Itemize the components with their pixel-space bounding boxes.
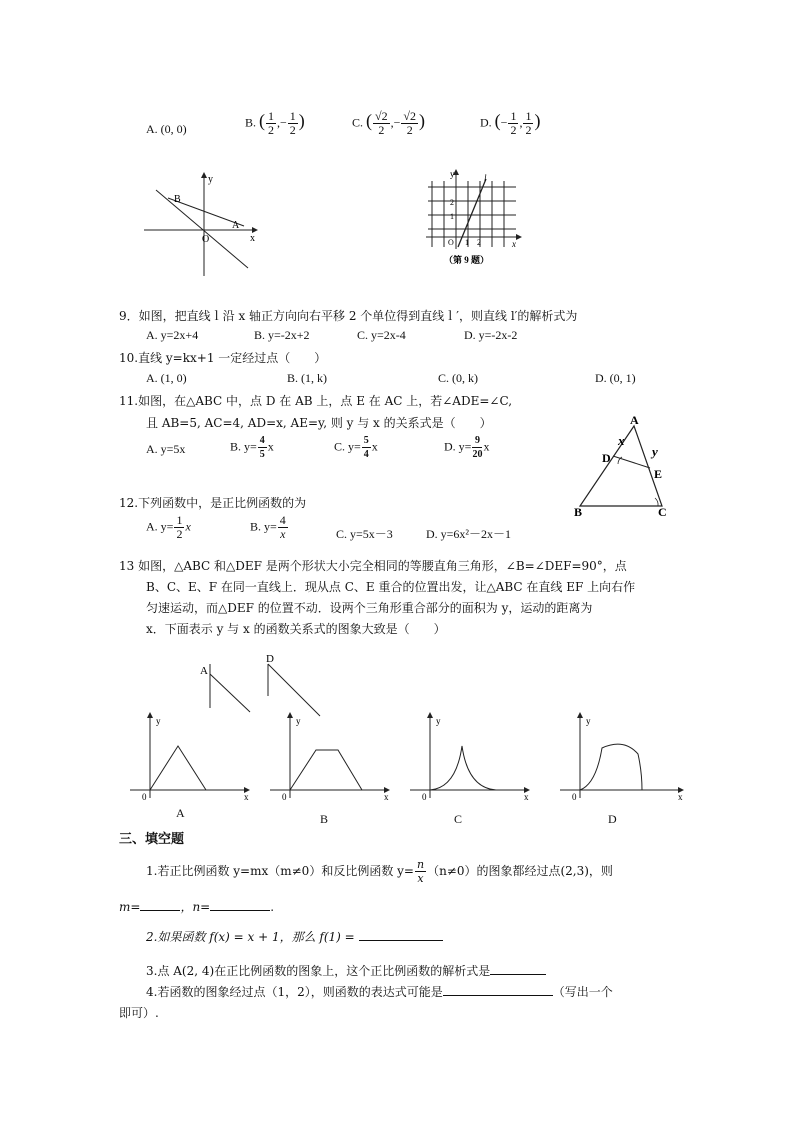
- q11-label-c: C: [658, 505, 667, 519]
- q12-option-d: D. y=6x²－2x－1: [426, 527, 512, 541]
- graph-b-label-x: x: [384, 792, 389, 802]
- q12-stem: 12.下列函数中，是正比例函数的为: [119, 496, 307, 510]
- graph-a-curve: [150, 746, 206, 790]
- q9-label-o: O: [448, 238, 454, 247]
- fill-q1-m-blank[interactable]: [140, 898, 180, 911]
- q9-option-a: A. y=2x+4: [146, 328, 199, 342]
- q11-option-d: D. y= $\frac{9}{20}$ x: [444, 435, 490, 460]
- fill-q1-line1: 1.若正比例函数 y=mx（m≠0）和反比例函数 y= $\frac{n}{x}$ （n≠0）的图象都经过点(2,3)，则: [146, 858, 613, 885]
- graph-b-y-arrow: [287, 712, 293, 718]
- q11-option-b: B. y= $\frac{4}{5}$ x: [230, 435, 274, 460]
- graph-c-label-y: y: [436, 716, 441, 726]
- graph-d-y-arrow: [577, 712, 583, 718]
- graph-c-caption: C: [454, 812, 463, 826]
- graph-b-label-y: y: [296, 716, 301, 726]
- q9-tick-y2: 2: [450, 198, 454, 207]
- fill-q4-blank[interactable]: [443, 983, 553, 996]
- q8-label-x: x: [250, 233, 255, 244]
- q10-option-a: A. (1, 0): [146, 371, 187, 385]
- q9-label-y: y: [450, 169, 455, 179]
- graph-a: [126, 708, 256, 804]
- graph-c-y-arrow: [427, 712, 433, 718]
- graph-d-label-x: x: [678, 792, 683, 802]
- fill-q4-line1: [146, 983, 613, 1000]
- graph-b-curve: [290, 750, 362, 790]
- q12-option-b: B. y= $\frac{4}{x}$: [250, 513, 286, 541]
- q9-tick-y1: 1: [450, 212, 454, 221]
- fill-q4-tail: （写出一个: [552, 985, 613, 999]
- q13-line4: x．下面表示 y 与 x 的函数关系式的图象大致是（ ）: [146, 622, 446, 636]
- graph-c-curve: [430, 746, 496, 790]
- q11-line2: 且 AB=5, AC=4, AD=x, AE=y, 则 y 与 x 的关系式是（ ）: [146, 416, 492, 430]
- q8-option-b-label: B.: [245, 115, 257, 130]
- q11-label-b: B: [574, 505, 583, 519]
- graph-b-origin: 0: [282, 792, 287, 802]
- q9-label-x: x: [512, 239, 516, 249]
- q8-option-a: [146, 122, 187, 137]
- q9-label-l: l: [484, 173, 487, 183]
- q10-option-d: D. (0, 1): [595, 371, 636, 385]
- fill-q3: [146, 962, 546, 979]
- q8-option-c: C. ( $\frac{√2}{2}$ ,− $\frac{√2}{2}$ ): [352, 109, 425, 137]
- q8-label-a: A: [232, 220, 240, 231]
- q10-option-c: C. (0, k): [438, 371, 478, 385]
- graph-c-origin: 0: [422, 792, 427, 802]
- q11-label-e: E: [654, 467, 663, 481]
- q8-figure: [140, 168, 270, 280]
- section-3-title: 三、填空题: [119, 832, 185, 847]
- q11-label-x: x: [618, 433, 625, 448]
- q13-line1: 13 如图，△ABC 和△DEF 是两个形状大小完全相同的等腰直角三角形，∠B=∠DEF=90°，点: [119, 559, 627, 573]
- fill-q3-text: 3.点 A(2, 4)在正比例函数的图象上，这个正比例函数的解析式是: [146, 964, 491, 978]
- q12-option-c: C. y=5x－3: [336, 527, 393, 541]
- q13-line2: B、C、E、F 在同一直线上．现从点 C、E 重合的位置出发，让△ABC 在直线 EF 上向右作: [146, 580, 636, 594]
- q8-option-d: D. (− $\frac{1}{2}$ , $\frac{1}{2}$ ): [480, 109, 541, 137]
- q9-tick-x2: 2: [477, 238, 481, 247]
- q9-tick-x1: 1: [465, 238, 469, 247]
- graph-d-label-y: y: [586, 716, 591, 726]
- q8-label-y: y: [208, 174, 213, 185]
- q9-x-arrow: [516, 234, 522, 240]
- q8-option-a-text: A. (0, 0): [146, 122, 187, 136]
- q9-option-b: B. y=-2x+2: [254, 328, 310, 342]
- fill-q1-line2: m= ，n= .: [119, 900, 275, 914]
- graph-c-label-x: x: [524, 792, 529, 802]
- fill-q1-text2: （n≠0）的图象都经过点(2,3)，则: [427, 864, 613, 878]
- q8-option-b: B. ( $\frac{1}{2}$ ,− $\frac{1}{2}$ ): [245, 109, 305, 137]
- fill-q2-text: 2.如果函数 f(x) = x + 1，那么 f(1) =: [146, 930, 355, 944]
- fill-q1-n-label: ，n=: [180, 900, 211, 914]
- q12-option-a: A. y= $\frac{1}{2}$ x: [146, 513, 191, 541]
- fill-q1-text: 1.若正比例函数 y=mx（m≠0）和反比例函数 y=: [146, 864, 414, 878]
- fill-q4-text: 4.若函数的图象经过点（1，2），则函数的表达式可能是: [146, 985, 443, 999]
- q10-stem: 10.直线 y=kx+1 一定经过点（ ）: [119, 351, 327, 365]
- q8-option-d-label: D.: [480, 115, 492, 130]
- graph-d-origin: 0: [572, 792, 577, 802]
- graph-a-label-y: y: [156, 716, 161, 726]
- graph-a-label-x: x: [244, 792, 249, 802]
- q11-option-c: C. y= $\frac{5}{4}$ x: [334, 435, 378, 460]
- q11-label-d: D: [602, 451, 611, 465]
- q11-label-a: A: [630, 413, 639, 427]
- q9-stem: 9．如图，把直线ｌ沿 x 轴正方向向右平移 2 个单位得到直线ｌ′，则直线 l′的解析式为: [119, 309, 578, 323]
- q8-option-c-label: C.: [352, 115, 364, 130]
- q11-line1: 11.如图，在△ABC 中，点 D 在 AB 上，点 E 在 AC 上，若∠ADE=∠C,: [119, 394, 513, 408]
- fill-q2: [146, 928, 443, 945]
- q9-option-d: D. y=-2x-2: [464, 328, 518, 342]
- graph-b: [266, 708, 396, 804]
- q9-figure: [422, 165, 526, 271]
- q13-label-d: D: [266, 653, 274, 665]
- q13-line3: 匀速运动，而△DEF 的位置不动．设两个三角形重合部分的面积为 y，运动的距离为: [146, 601, 593, 615]
- graph-a-y-arrow: [147, 712, 153, 718]
- q11-label-y: y: [652, 444, 658, 459]
- graph-a-caption: A: [176, 806, 185, 820]
- graph-c: [406, 708, 536, 804]
- q13-triangle-abc-hyp: [210, 674, 250, 712]
- q8-label-o: O: [202, 234, 210, 245]
- q11-option-a: A. y=5x: [146, 442, 186, 456]
- graph-d: [556, 708, 690, 804]
- fill-q3-blank[interactable]: [490, 962, 546, 975]
- graph-a-origin: 0: [142, 792, 147, 802]
- q11-figure: [570, 412, 680, 522]
- fill-q1-m-label: m=: [119, 900, 141, 914]
- q9-caption: （第 9 题）: [444, 255, 490, 265]
- fill-q1-n-blank[interactable]: [210, 898, 270, 911]
- fill-q4-line2: 即可）.: [119, 1006, 159, 1020]
- graph-d-curve: [580, 744, 642, 790]
- q13-label-a: A: [200, 665, 208, 677]
- q8-label-b: B: [174, 194, 181, 205]
- graph-d-caption: D: [608, 812, 617, 826]
- graph-b-caption: B: [320, 812, 329, 826]
- q8-y-arrow: [201, 172, 207, 178]
- fill-q2-blank[interactable]: [359, 928, 443, 941]
- q10-option-b: B. (1, k): [287, 371, 327, 385]
- q9-option-c: C. y=2x-4: [357, 328, 406, 342]
